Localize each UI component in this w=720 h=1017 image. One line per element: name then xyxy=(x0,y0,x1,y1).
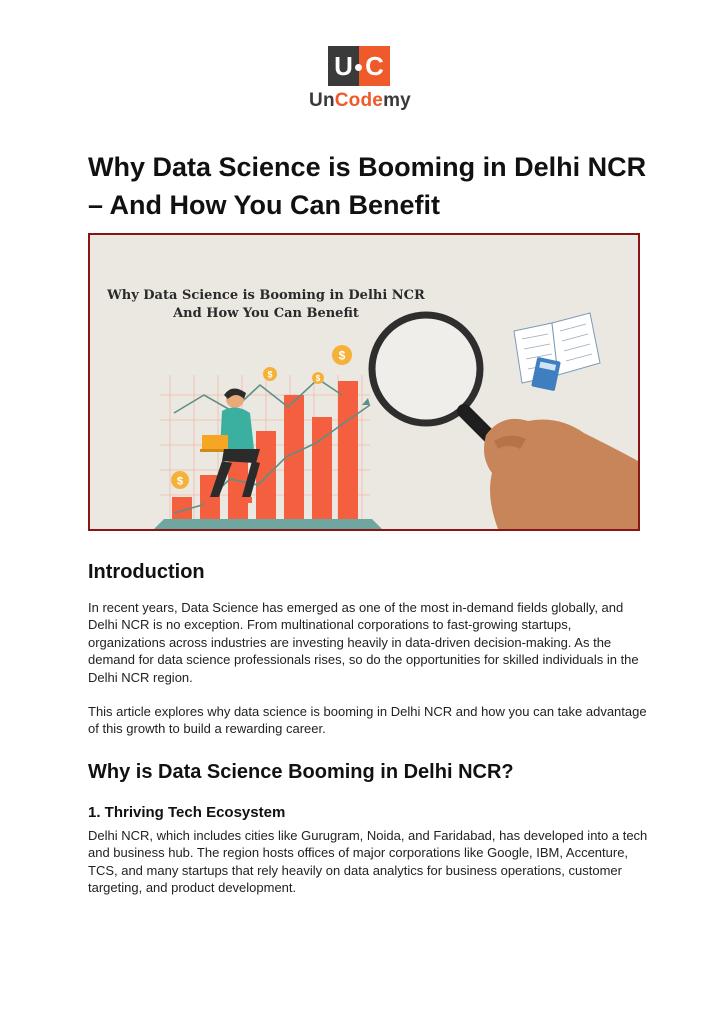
intro-paragraph-1: In recent years, Data Science has emerged as one of the most in-demand fields globally, and Delhi NCR is no exception. From multinational corporations to fast-growing startups, organizations across industries are investing heavily in data-driven decision-making. As the demand for data science professionals rises, so do the opportunities for skilled individuals in the Delhi NCR region. xyxy=(88,600,639,685)
chart-base-icon xyxy=(154,519,382,529)
why-booming-heading: Why is Data Science Booming in Delhi NCR? xyxy=(88,761,514,783)
section-1-paragraph: Delhi NCR, which includes cities like Gurugram, Noida, and Faridabad, has developed into a tech and business hub. The region hosts offices of major corporations like Google, IBM, Accenture, TCS, and many startups that rely heavily on data analytics for business operations, customer targeting, and product development. xyxy=(88,828,648,896)
hero-headline-line2: And How You Can Benefit xyxy=(173,306,359,321)
dollar-coin-icon xyxy=(332,345,352,365)
logo-mark-c: C xyxy=(359,46,390,86)
logo-wordmark: UnCodemy xyxy=(309,90,411,111)
svg-text:$: $ xyxy=(315,374,321,383)
intro-paragraph-2: This article explores why data science is booming in Delhi NCR and how you can take advantage of this growth to build a rewarding career. xyxy=(88,704,647,737)
section-1-heading: 1. Thriving Tech Ecosystem xyxy=(88,804,286,821)
article-title: Why Data Science is Booming in Delhi NCR – And How You Can Benefit xyxy=(88,152,647,220)
hero-image xyxy=(88,233,640,531)
svg-text:$: $ xyxy=(338,348,346,363)
svg-text:$: $ xyxy=(176,475,184,488)
dollar-coin-icon xyxy=(312,372,324,384)
dollar-coin-icon xyxy=(263,367,277,381)
svg-text:$: $ xyxy=(267,369,273,380)
dollar-coin-icon xyxy=(171,471,189,489)
logo-mark xyxy=(328,46,390,86)
introduction-heading: Introduction xyxy=(88,561,205,583)
hero-headline-line1: Why Data Science is Booming in Delhi NCR xyxy=(107,288,425,303)
hero-illustration xyxy=(90,235,638,529)
logo-mark-u: U xyxy=(328,46,359,86)
logo-dot xyxy=(355,64,362,71)
uncodemy-logo xyxy=(300,44,420,116)
